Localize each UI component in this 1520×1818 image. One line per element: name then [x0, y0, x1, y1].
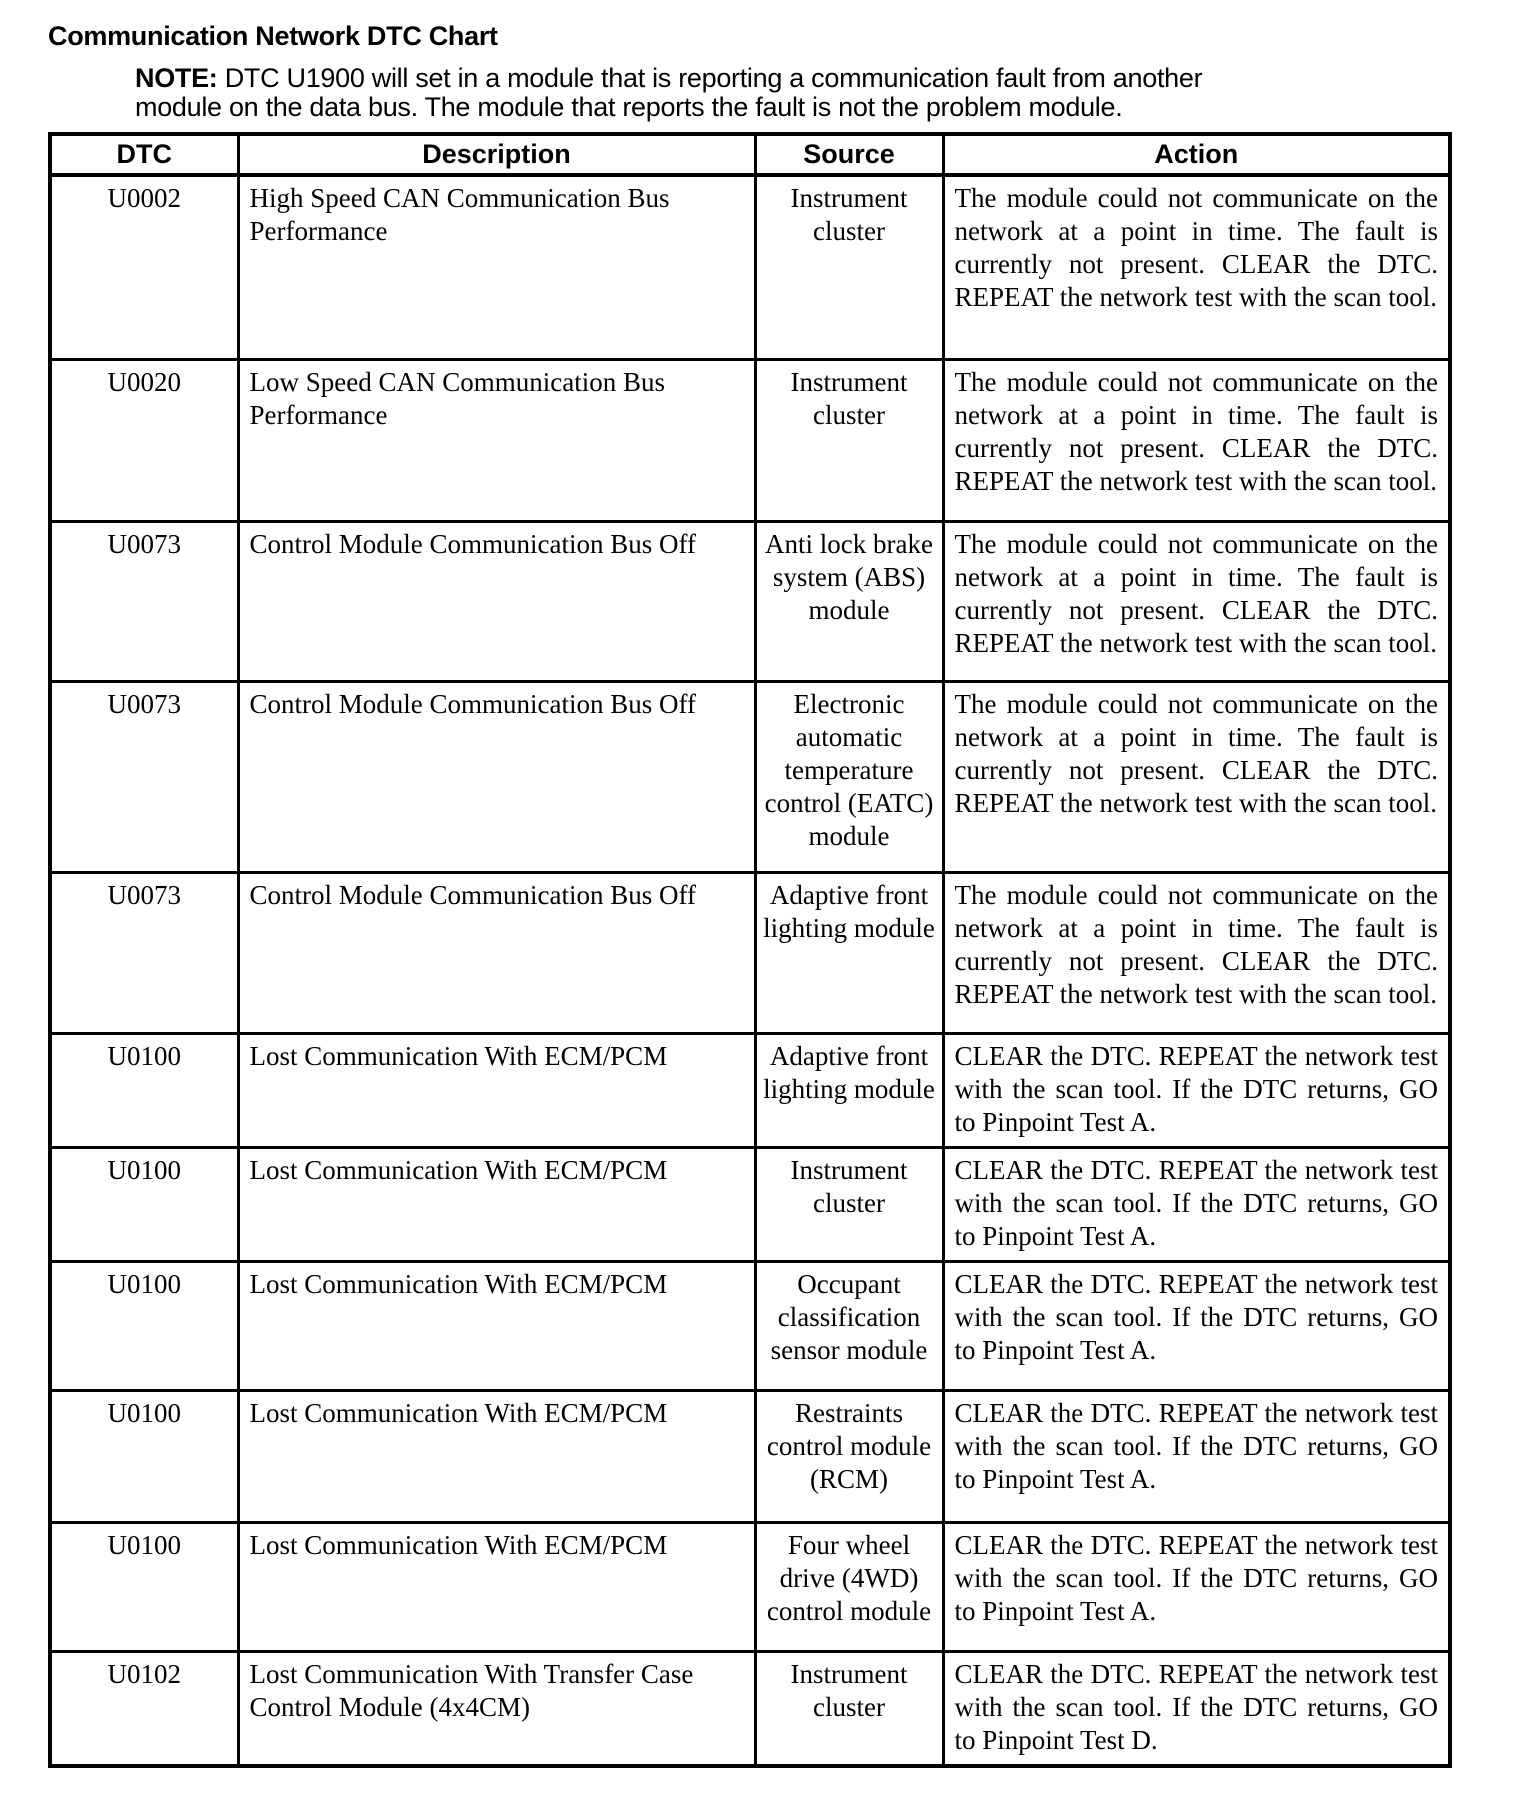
table-row: [50, 1522, 1450, 1651]
table-row: [50, 681, 1450, 872]
dtc-cell: U0020: [50, 359, 238, 521]
source-cell: Occupant classification sensor module: [755, 1261, 943, 1390]
table-row: [50, 521, 1450, 681]
source-cell: Instrument cluster: [755, 1651, 943, 1766]
note-paragraph: [135, 64, 1270, 122]
dtc-cell: U0073: [50, 681, 238, 872]
action-cell: CLEAR the DTC. REPEAT the network test with the scan tool. If the DTC returns, GO to Pinpoint Test A.: [943, 1522, 1450, 1651]
table-row: [50, 175, 1450, 359]
description-cell: Lost Communication With ECM/PCM: [238, 1390, 755, 1522]
dtc-cell: U0100: [50, 1261, 238, 1390]
source-cell: Electronic automatic temperature control (EATC) module: [755, 681, 943, 872]
table-row: [50, 1390, 1450, 1522]
description-cell: Control Module Communication Bus Off: [238, 521, 755, 681]
source-cell: Restraints control module (RCM): [755, 1390, 943, 1522]
dtc-cell: U0100: [50, 1147, 238, 1261]
source-cell: Four wheel drive (4WD) control module: [755, 1522, 943, 1651]
dtc-cell: U0073: [50, 872, 238, 1033]
action-cell: The module could not communicate on the network at a point in time. The fault is currently not present. CLEAR the DTC. REPEAT the network test with the scan tool.: [943, 872, 1450, 1033]
dtc-cell: U0100: [50, 1390, 238, 1522]
description-cell: Low Speed CAN Communication Bus Performance: [238, 359, 755, 521]
action-cell: The module could not communicate on the network at a point in time. The fault is currently not present. CLEAR the DTC. REPEAT the network test with the scan tool.: [943, 681, 1450, 872]
action-cell: The module could not communicate on the network at a point in time. The fault is currently not present. CLEAR the DTC. REPEAT the network test with the scan tool.: [943, 521, 1450, 681]
source-cell: Adaptive front lighting module: [755, 1033, 943, 1147]
column-header-description: Description: [238, 134, 755, 175]
source-cell: Adaptive front lighting module: [755, 872, 943, 1033]
source-cell: Instrument cluster: [755, 1147, 943, 1261]
action-cell: CLEAR the DTC. REPEAT the network test with the scan tool. If the DTC returns, GO to Pinpoint Test A.: [943, 1033, 1450, 1147]
table-row: [50, 1651, 1450, 1766]
dtc-cell: U0002: [50, 175, 238, 359]
table-row: [50, 359, 1450, 521]
dtc-cell: U0102: [50, 1651, 238, 1766]
column-header-action: Action: [943, 134, 1450, 175]
description-cell: Lost Communication With ECM/PCM: [238, 1147, 755, 1261]
source-cell: Anti lock brake system (ABS) module: [755, 521, 943, 681]
description-cell: Control Module Communication Bus Off: [238, 681, 755, 872]
action-cell: The module could not communicate on the network at a point in time. The fault is currently not present. CLEAR the DTC. REPEAT the network test with the scan tool.: [943, 175, 1450, 359]
dtc-cell: U0073: [50, 521, 238, 681]
description-cell: High Speed CAN Communication Bus Performance: [238, 175, 755, 359]
table-row: [50, 1261, 1450, 1390]
action-cell: CLEAR the DTC. REPEAT the network test with the scan tool. If the DTC returns, GO to Pinpoint Test A.: [943, 1390, 1450, 1522]
dtc-chart-table: [48, 132, 1452, 1768]
source-cell: Instrument cluster: [755, 175, 943, 359]
action-cell: CLEAR the DTC. REPEAT the network test with the scan tool. If the DTC returns, GO to Pinpoint Test A.: [943, 1261, 1450, 1390]
description-cell: Lost Communication With ECM/PCM: [238, 1522, 755, 1651]
action-cell: CLEAR the DTC. REPEAT the network test with the scan tool. If the DTC returns, GO to Pinpoint Test A.: [943, 1147, 1450, 1261]
description-cell: Lost Communication With ECM/PCM: [238, 1261, 755, 1390]
table-row: [50, 1033, 1450, 1147]
dtc-cell: U0100: [50, 1033, 238, 1147]
column-header-source: Source: [755, 134, 943, 175]
table-header-row: [50, 134, 1450, 175]
description-cell: Control Module Communication Bus Off: [238, 872, 755, 1033]
page-title: Communication Network DTC Chart: [48, 21, 498, 51]
action-cell: The module could not communicate on the network at a point in time. The fault is currently not present. CLEAR the DTC. REPEAT the network test with the scan tool.: [943, 359, 1450, 521]
description-cell: Lost Communication With Transfer Case Control Module (4x4CM): [238, 1651, 755, 1766]
action-cell: CLEAR the DTC. REPEAT the network test with the scan tool. If the DTC returns, GO to Pinpoint Test D.: [943, 1651, 1450, 1766]
table-row: [50, 872, 1450, 1033]
note-label: NOTE:: [135, 63, 218, 93]
column-header-dtc: DTC: [50, 134, 238, 175]
source-cell: Instrument cluster: [755, 359, 943, 521]
description-cell: Lost Communication With ECM/PCM: [238, 1033, 755, 1147]
dtc-cell: U0100: [50, 1522, 238, 1651]
note-text: DTC U1900 will set in a module that is reporting a communication fault from another module on the data bus. The module that reports the fault is not the problem module.: [135, 63, 1203, 122]
table-row: [50, 1147, 1450, 1261]
